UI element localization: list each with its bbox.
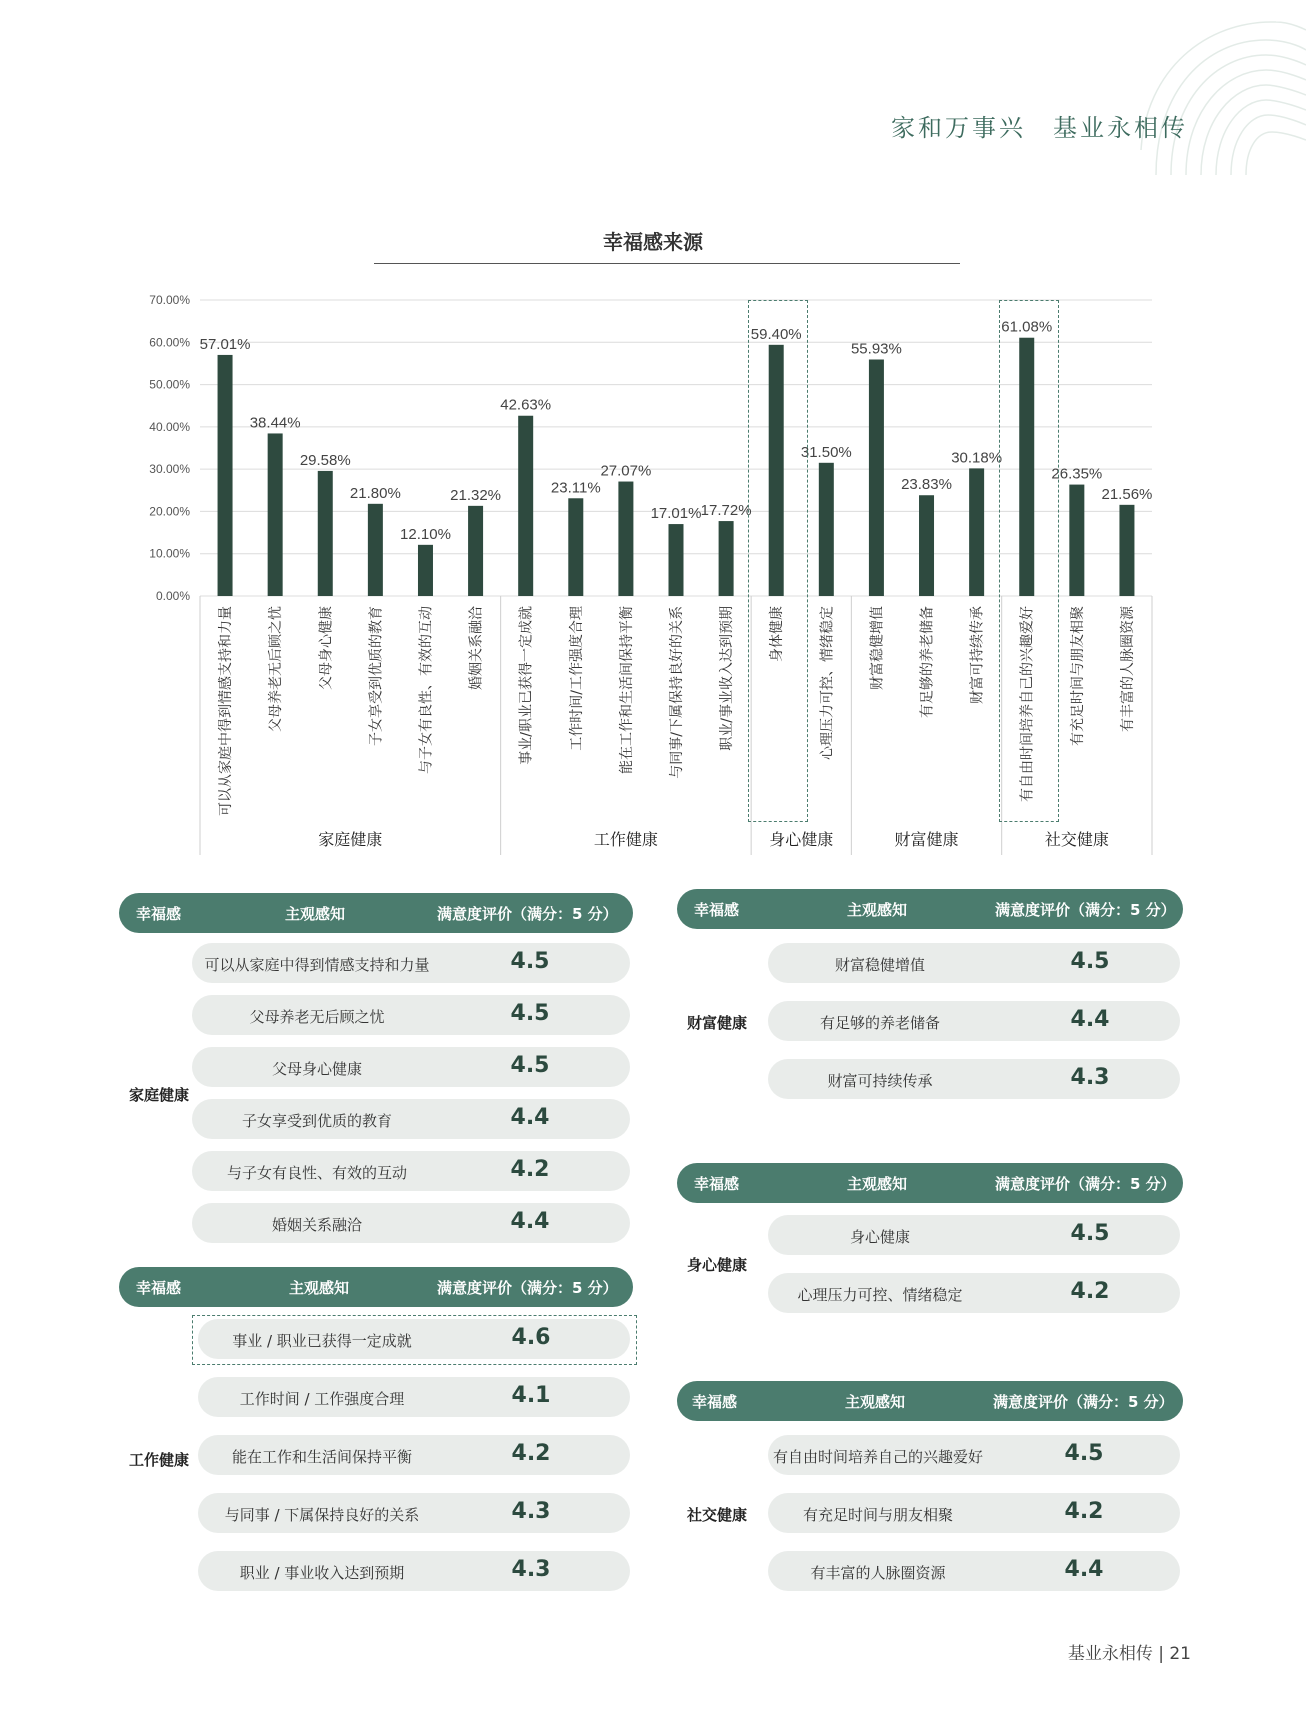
group-label: 社交健康 [1044,830,1109,849]
bar [719,521,734,596]
row-label: 财富稳健增值 [834,956,926,974]
data-label: 21.56% [1101,485,1153,503]
table-row [198,1551,630,1591]
x-tick-label: 身体健康 [769,606,786,662]
bar [618,482,633,596]
row-label: 父母养老无后顾之忧 [249,1008,385,1026]
category-label: 社交健康 [687,1506,748,1524]
table-row [198,1435,630,1475]
row-score: 4.3 [1070,1065,1110,1090]
header-happiness: 幸福感 [694,901,740,919]
y-tick-label: 40.00% [149,419,190,434]
data-label: 21.80% [349,484,401,502]
table-row [768,1001,1180,1041]
data-label: 21.32% [450,486,502,504]
bar [418,545,433,596]
header-perception: 主观感知 [847,901,908,919]
row-label: 有丰富的人脉圈资源 [810,1564,946,1582]
table-row [768,1551,1180,1591]
bar [919,495,934,596]
data-label: 59.40% [750,325,802,343]
data-label: 23.83% [901,476,952,494]
row-score: 4.4 [1070,1007,1110,1032]
y-tick-label: 50.00% [149,377,190,392]
header-satisfaction: 满意度评价（满分：5 分） [437,905,618,923]
row-score: 4.4 [1064,1557,1104,1582]
data-label: 42.63% [500,396,552,414]
data-label: 27.07% [600,462,652,480]
bar [568,498,583,596]
header-satisfaction: 满意度评价（满分：5 分） [437,1279,618,1297]
row-label: 子女享受到优质的教育 [241,1112,393,1130]
bar [1119,505,1134,596]
table-row [768,1059,1180,1099]
data-label: 31.50% [800,443,852,461]
header-perception: 主观感知 [285,905,346,923]
row-score: 4.2 [1070,1279,1110,1304]
row-score: 4.1 [511,1383,551,1408]
x-tick-label: 职业/事业收入达到预期 [719,606,736,751]
row-label: 职业 / 事业收入达到预期 [239,1564,405,1582]
row-score: 4.5 [1070,1221,1110,1246]
page-header-title: 家和万事兴 基业永相传 [891,114,1188,142]
y-tick-label: 70.00% [149,293,190,307]
data-label: 30.18% [951,449,1003,467]
table-row [198,1377,630,1417]
x-tick-label: 工作时间/工作强度合理 [568,606,585,751]
table-row [768,1215,1180,1255]
y-tick-label: 10.00% [149,546,190,561]
row-label: 可以从家庭中得到情感支持和力量 [204,956,430,974]
table-row [192,1047,630,1087]
data-label: 23.11% [550,479,601,497]
row-score: 4.6 [511,1325,551,1350]
table-row [192,1203,630,1243]
row-label: 父母身心健康 [271,1060,363,1078]
data-label: 29.58% [299,451,351,469]
row-label: 婚姻关系融洽 [271,1216,363,1234]
table-row [768,1493,1180,1533]
data-label: 12.10% [400,525,451,543]
y-tick-label: 30.00% [149,462,190,477]
y-tick-label: 0.00% [155,589,190,603]
table-header [677,889,1183,929]
highlight-box-body-health [748,300,808,822]
header-perception: 主观感知 [289,1279,350,1297]
table-row [198,1319,630,1359]
bar [1069,485,1084,596]
header-satisfaction: 满意度评价（满分：5 分） [993,1393,1174,1411]
x-tick-label: 有丰富的人脉圈资源 [1119,606,1136,732]
x-tick-label: 有充足时间与朋友相聚 [1069,606,1086,746]
bar [318,471,333,596]
data-label: 55.93% [850,340,902,358]
group-label: 身心健康 [769,830,834,849]
x-tick-label: 能在工作和生活间保持平衡 [618,606,635,774]
table-row [192,995,630,1035]
bar [468,506,483,596]
row-label: 有足够的养老储备 [819,1014,941,1032]
row-score: 4.5 [510,1001,550,1026]
row-label: 工作时间 / 工作强度合理 [239,1390,405,1408]
table-row [192,943,630,983]
x-tick-label: 有足够的养老储备 [919,606,936,718]
group-label: 工作健康 [593,830,658,849]
row-score: 4.2 [510,1157,550,1182]
x-tick-label: 事业/职业已获得一定成就 [518,606,535,765]
header-perception: 主观感知 [847,1175,908,1193]
bar [819,463,834,596]
row-score: 4.5 [1070,949,1110,974]
header-happiness: 幸福感 [694,1175,740,1193]
table-header [119,1267,633,1307]
table-row [192,1099,630,1139]
x-tick-label: 子女享受到优质的教育 [368,606,385,746]
table-row [768,1435,1180,1475]
data-label: 38.44% [249,414,301,432]
x-tick-label: 与子女有良性、有效的互动 [418,606,435,774]
category-label: 家庭健康 [129,1086,190,1104]
category-label: 身心健康 [687,1256,748,1274]
x-tick-label: 财富稳健增值 [869,606,886,690]
row-label: 与同事 / 下属保持良好的关系 [224,1506,420,1524]
table-header [677,1381,1183,1421]
x-tick-label: 可以从家庭中得到情感支持和力量 [218,606,235,816]
table-row [198,1493,630,1533]
row-label: 事业 / 职业已获得一定成就 [232,1332,412,1350]
header-happiness: 幸福感 [136,905,182,923]
x-tick-label: 财富可持续传承 [969,606,986,704]
header-perception: 主观感知 [845,1393,906,1411]
data-label: 17.01% [650,505,702,523]
page-footer: 基业永相传 | 21 [1067,1644,1191,1664]
row-label: 有充足时间与朋友相聚 [802,1506,954,1524]
header-satisfaction: 满意度评价（满分：5 分） [995,1175,1176,1193]
row-label: 能在工作和生活间保持平衡 [231,1448,413,1466]
row-score: 4.5 [510,1053,550,1078]
data-label: 57.01% [199,335,251,353]
header-happiness: 幸福感 [692,1393,738,1411]
y-tick-label: 60.00% [149,335,190,350]
x-tick-label: 父母身心健康 [318,606,335,690]
data-label: 17.72% [700,502,752,520]
bar [368,504,383,596]
x-tick-label: 父母养老无后顾之忧 [268,606,285,732]
header-satisfaction: 满意度评价（满分：5 分） [995,901,1176,919]
table-row [768,943,1180,983]
table-row [768,1273,1180,1313]
bar [869,359,884,596]
row-score: 4.2 [1064,1499,1104,1524]
row-label: 与子女有良性、有效的互动 [226,1164,408,1182]
row-label: 有自由时间培养自己的兴趣爱好 [772,1448,984,1466]
row-score: 4.4 [510,1209,550,1234]
row-label: 身心健康 [849,1228,911,1246]
row-score: 4.4 [510,1105,550,1130]
x-tick-label: 心理压力可控、情绪稳定 [819,606,836,760]
row-score: 4.5 [510,949,550,974]
group-label: 家庭健康 [318,830,383,849]
row-score: 4.2 [511,1441,551,1466]
category-label: 财富健康 [687,1014,748,1032]
x-tick-label: 婚姻关系融洽 [468,606,485,690]
row-label: 心理压力可控、情绪稳定 [797,1286,963,1304]
header-happiness: 幸福感 [136,1279,182,1297]
bar [218,355,233,596]
row-score: 4.5 [1064,1441,1104,1466]
table-header [677,1163,1183,1203]
x-tick-label: 有自由时间培养自己的兴趣爱好 [1019,606,1036,802]
highlight-box-hobby [999,300,1059,822]
group-label: 财富健康 [894,830,959,849]
row-score: 4.3 [511,1557,551,1582]
data-label: 26.35% [1051,465,1103,483]
bar [969,468,984,596]
bar [669,524,684,596]
x-tick-label: 与同事/下属保持良好的关系 [669,606,685,779]
bar [518,416,533,596]
chart-title: 幸福感来源 [603,230,703,254]
data-label: 61.08% [1001,318,1053,336]
row-score: 4.3 [511,1499,551,1524]
category-label: 工作健康 [129,1451,190,1469]
table-header [119,893,633,933]
bar [268,433,283,596]
y-tick-label: 20.00% [149,504,190,519]
table-row [192,1151,630,1191]
row-label: 财富可持续传承 [827,1072,933,1090]
